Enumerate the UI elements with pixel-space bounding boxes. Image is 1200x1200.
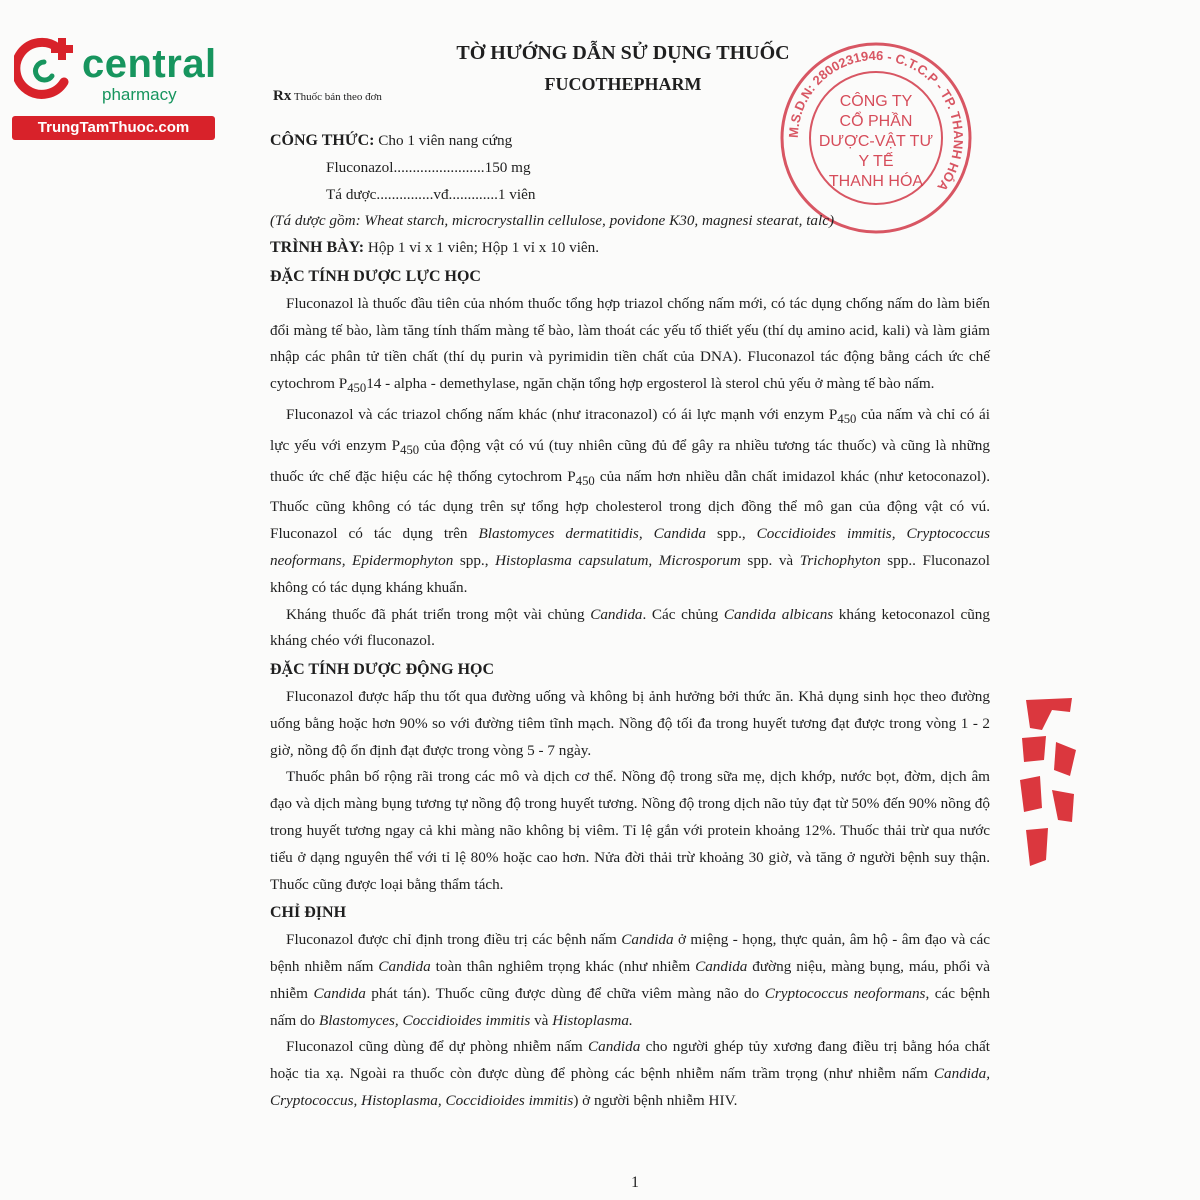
stamp-line-2: CỔ PHẦN [839,113,913,130]
pd-p2-text-b: của nấm và chỉ có ái lực yếu với enzym P [270,406,990,454]
ind-p1-text-c: toàn thân nghiêm trọng khác (như nhiễm [430,958,696,976]
spp-1: spp., [705,525,757,543]
logo-subtitle: pharmacy [102,85,177,104]
pd-p2-text-a: Fluconazol và các triazol chống nấm khác (như itraconazol) có ái lực mạnh với enzym P [286,406,838,423]
ind-p1-text-e: phát tán). Thuốc cũng được dùng để chữa viêm màng não do [365,984,765,1002]
indications-paragraph-2 [270,1034,990,1114]
rx-label [273,88,382,105]
partial-seal-mark [1012,690,1084,880]
document-body [270,128,990,1115]
ind-p1-text-b: ở miệng - họng, thực quản, âm hộ - âm đạo và các bệnh nhiễm nấm [270,931,990,976]
stamp-ring-text: M.S.D.N: 2800231946 - C.T.C.P - TP. THANH HÓA [785,47,967,194]
pd-p3-text-b: . Các chủng [642,605,724,623]
formula-intro: Cho 1 viên nang cứng [378,132,513,149]
species-candida-albicans: Candida albicans [723,605,834,623]
pd-p1-text-b: 14 - alpha - demethylase, ngăn chặn tổng hợp ergosterol là sterol chủ yếu ở màng tế bào nấm. [366,375,935,393]
ind-blastomyces-coccidioides: Blastomyces, Coccidioides immitis [318,1011,531,1029]
ind-candida-2: Candida [378,958,431,976]
ind-candida-5: Candida [587,1038,641,1056]
ind-p1-text-a: Fluconazol được chỉ định trong điều trị các bệnh nấm [286,931,622,949]
pd-p3-text-a: Kháng thuốc đã phát triển trong một vài chủng [286,605,591,623]
presentation-heading: TRÌNH BÀY: [270,239,365,257]
pharmacokinetics-heading: ĐẶC TÍNH DƯỢC ĐỘNG HỌC [270,661,495,679]
ind-p1-text-f: , các bệnh nấm do [270,984,990,1029]
presentation-text: Hộp 1 vỉ x 1 viên; Hộp 1 vỉ x 10 viên. [367,239,600,257]
species-coccidioides-group: Coccidioides immitis, Cryptococcus neoformans, Epidermophyton [270,525,990,570]
pd-p2-text-d: của nấm hơn nhiều dẫn chất imidazol khác (như ketoconazol). Thuốc cũng không có tác dụng trên sự tổng hợp cholesterol trong dịch đồng thể mô gan của động vật có vú. Fluconazol có tác dụng trên [270,467,991,543]
logo-url-banner: TrungTamThuoc.com [12,116,215,140]
ind-p1-text-d: đường niệu, màng bụng, máu, phổi và nhiễm [270,958,990,1002]
ind-histoplasma: Histoplasma. [552,1011,633,1029]
pd-p1-subscript: 450 [347,381,367,396]
ind-candida-4: Candida [313,984,366,1002]
pharmacokinetics-paragraph-1: Fluconazol được hấp thu tốt qua đường uống và không bị ảnh hưởng bởi thức ăn. Khả dụng sinh học theo đường uống bằng hoặc hơn 90% so với đường tiêm tĩnh mạch. Nồng độ tối đa trong huyết tương đạt được trong vòng 1 - 2 giờ, nồng độ ổn định đạt được trong vòng 5 - 7 ngày. [270,688,990,759]
species-trichophyton: Trichophyton [799,552,881,570]
logo-name: central [82,42,217,86]
pharmacodynamics-paragraph-3 [270,602,990,656]
pharmacokinetics-paragraph-2: Thuốc phân bố rộng rãi trong các mô và dịch cơ thể. Nồng độ trong sữa mẹ, dịch khớp, nước bọt, đờm, dịch âm đạo và dịch màng bụng tương tự nồng độ trong huyết tương. Nồng độ trong dịch não tủy đạt từ 50% đến 90% nồng độ trong huyết tương ngay cả khi màng não không bị viêm. Tỉ lệ gắn với protein khoảng 12%. Thuốc thải trừ qua nước tiểu ở dạng nguyên thể với tỉ lệ 80% hoặc cao hơn. Nửa đời thải trừ khoảng 30 giờ, và tăng ở người bệnh suy thận. Thuốc cũng được loại bằng thẩm tách. [270,768,990,893]
indications-paragraph-1 [270,927,990,1034]
spp-2: spp., [453,552,496,570]
species-candida: Candida [590,605,643,623]
pd-p2-subscript-1: 450 [837,412,857,427]
ind-and: và [530,1011,553,1029]
stamp-line-3: DƯỢC-VẬT TƯ [818,133,934,150]
ind-candida-1: Candida [621,931,674,949]
document-title: TỜ HƯỚNG DẪN SỬ DỤNG THUỐC [456,42,790,64]
ind-p2-text-c: ) ở người bệnh nhiễm HIV. [573,1092,738,1110]
pd-p3-text-c: kháng ketoconazol cũng kháng chéo với fluconazol. [270,605,990,650]
pharmacodynamics-heading: ĐẶC TÍNH DƯỢC LỰC HỌC [270,267,481,285]
stamp-line-5: THANH HÓA [828,173,924,190]
pd-p2-text-e: spp.. Fluconazol không có tác dụng kháng khuẩn. [270,552,990,596]
pharmacodynamics-paragraph-1 [270,291,990,402]
pd-p2-subscript-3: 450 [575,473,595,488]
stamp-line-4: Y TẾ [858,153,894,170]
rx-symbol: Rx [273,88,292,104]
pharmacodynamics-paragraph-2 [270,402,990,602]
presentation-section [270,235,990,262]
ind-cryptococcus: Cryptococcus neoformans [764,984,926,1002]
ind-species-list: Candida, Cryptococcus, Histoplasma, Coccidioides immitis [270,1065,990,1110]
excipient-note: (Tá dược gồm: Wheat starch, microcrystallin cellulose, povidone K30, magnesi stearat, talc) [270,212,835,230]
page-number: 1 [631,1174,639,1191]
product-name: FUCOTHEPHARM [544,74,702,94]
ind-p2-text-a: Fluconazol cũng dùng để dự phòng nhiễm nấm [286,1038,588,1056]
species-blastomyces-candida: Blastomyces dermatitidis, Candida [478,525,706,543]
pd-p2-text-c: của động vật có vú (tuy nhiên cũng đủ để gây ra nhiều tương tác thuốc) và cũng là những thuốc ức chế đặc hiệu các hệ thống cytochrom P [270,436,990,485]
indications-heading: CHỈ ĐỊNH [270,904,347,922]
pd-p1-text-a: Fluconazol là thuốc đầu tiên của nhóm thuốc tổng hợp triazol chống nấm mới, có tác dụng chống nấm do làm biến đổi màng tế bào, làm tăng tính thấm màng tế bào, làm thoát các yếu tố thiết yếu (thí dụ amino acid, kali) và làm giảm nhập các phân tử tiền chất (thí dụ purin và pyrimidin tiền chất của DNA). Fluconazol tác động bằng cách ức chế cytochrom P [270,294,990,393]
ind-p2-text-b: cho người ghép tủy xương đang điều trị bằng hóa chất hoặc tia xạ. Ngoài ra thuốc còn được dùng để phòng các bệnh nhiễm nấm trầm trọng (như nhiễm nấm [270,1038,991,1083]
rx-text: Thuốc bán theo đơn [293,91,382,103]
formula-section [270,128,990,155]
formula-active-line: Fluconazol........................150 mg [326,158,531,176]
stamp-line-1: CÔNG TY [839,93,913,110]
species-histoplasma-microsporum: Histoplasma capsulatum, Microsporum [495,552,741,570]
formula-heading: CÔNG THỨC: [270,132,375,149]
spp-and: spp. và [740,552,800,570]
ind-candida-3: Candida [695,958,748,976]
pd-p2-subscript-2: 450 [400,442,420,457]
formula-excipient-line: Tá dược...............vđ.............1 viên [326,185,536,203]
